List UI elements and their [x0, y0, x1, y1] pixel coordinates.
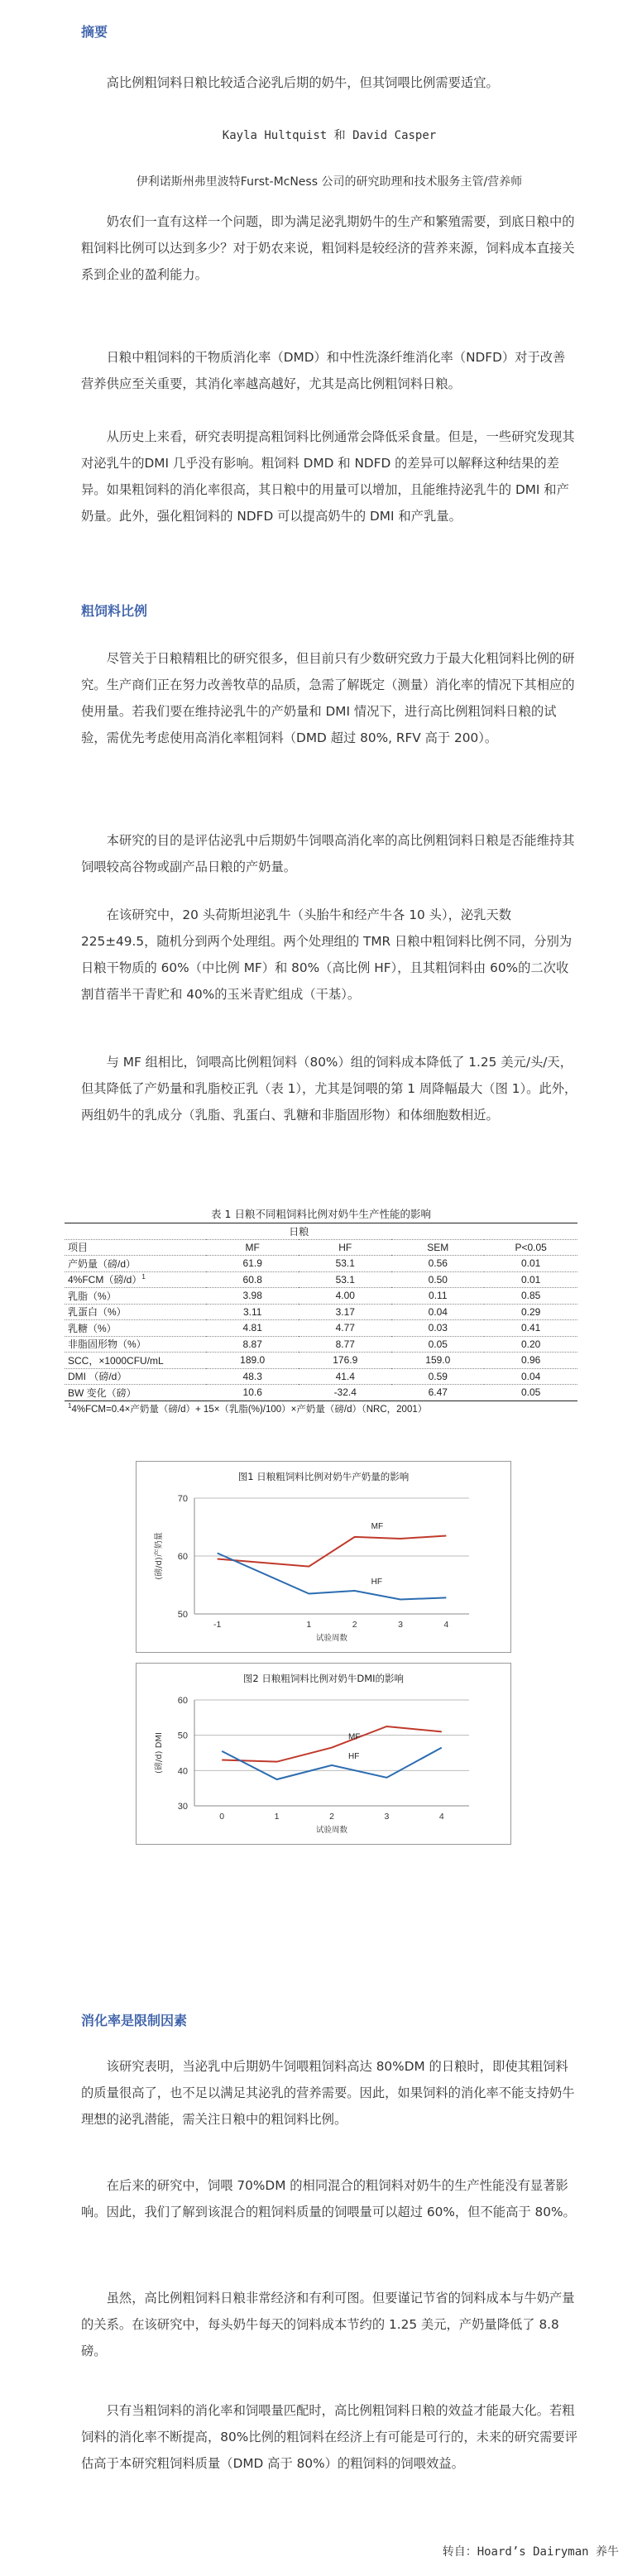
cell-sem: 0.11 [391, 1288, 484, 1305]
cell-hf: 8.77 [299, 1336, 391, 1353]
y-axis-label: (磅/d)产奶量 [155, 1532, 164, 1580]
group-header: 日粮 [206, 1223, 391, 1240]
column-header: SEM [391, 1239, 484, 1256]
table-row [65, 1385, 577, 1401]
cell-sem: 0.59 [391, 1368, 484, 1385]
y-tick-label: 50 [177, 1610, 188, 1620]
series-label: HF [348, 1751, 360, 1761]
figure-1-milk-yield [136, 1461, 511, 1653]
cell-sem: 0.03 [391, 1320, 484, 1337]
summary-paragraph-2: 日粮中粗饲料的干物质消化率（DMD）和中性洗涤纤维消化率（NDFD）对于改善营养供应至关重要，其消化率越高越好，尤其是高比例粗饲料日粮。 [81, 350, 566, 391]
column-header: HF [299, 1239, 391, 1256]
cell-mf: 189.0 [206, 1353, 299, 1369]
cell-mf: 61.9 [206, 1256, 299, 1272]
table-row [65, 1353, 577, 1369]
cell-sem: 0.04 [391, 1304, 484, 1320]
series-line-hf [218, 1554, 447, 1600]
series-label: HF [371, 1578, 383, 1587]
series-line-mf [222, 1726, 442, 1762]
cell-p: 0.85 [484, 1288, 577, 1305]
cell-hf: 53.1 [299, 1271, 391, 1288]
column-header: P<0.05 [484, 1239, 577, 1256]
y-tick-label: 60 [177, 1552, 188, 1562]
cell-mf: 3.11 [206, 1304, 299, 1320]
ratio-paragraph-2: 本研究的目的是评估泌乳中后期奶牛饲喂高消化率的高比例粗饲料日粮是否能维持其饲喂较高谷物或副产品日粮的产奶量。 [81, 833, 575, 874]
digest-paragraph-1: 该研究表明，当泌乳中后期奶牛饲喂粗饲料高达 80%DM 的日粮时，即使其粗饲料的质量很高了，也不足以满足其泌乳的营养需要。因此，如果饲料的消化率不能支持奶牛理想的泌乳潜能，需关注日粮中的粗饲料比例。 [81, 2059, 575, 2127]
cell-p: 0.29 [484, 1304, 577, 1320]
x-axis-label: 试验周数 [315, 1634, 348, 1643]
cell-p: 0.01 [484, 1256, 577, 1272]
row-label: 乳脂（%） [65, 1288, 206, 1305]
table-1 [65, 1206, 577, 1416]
x-tick-label: 1 [306, 1620, 312, 1630]
row-label: SCC，×1000CFU/mL [65, 1353, 206, 1369]
cell-mf: 3.98 [206, 1288, 299, 1305]
performance-table [65, 1223, 577, 1416]
x-tick-label: 3 [398, 1620, 403, 1630]
table-row [65, 1288, 577, 1305]
x-tick-label: 2 [329, 1812, 334, 1822]
table-note [65, 1401, 577, 1416]
series-line-mf [218, 1536, 447, 1567]
ratio-paragraph-1: 尽管关于日粮精粗比的研究很多，但目前只有少数研究致力于最大化粗饲料比例的研究。生产商们正在努力改善牧草的品质，急需了解既定（测量）消化率的情况下其相应的使用量。若我们要在维持泌乳牛的产奶量和 DMI 情况下，进行高比例粗饲料日粮的试验，需优先考虑使用高消化率粗饲料（DMD 超过 80%, RFV 高于 200）。 [81, 651, 575, 745]
cell-p: 0.96 [484, 1353, 577, 1369]
cell-sem: 159.0 [391, 1353, 484, 1369]
cell-hf: 41.4 [299, 1368, 391, 1385]
cell-hf: 4.00 [299, 1288, 391, 1305]
row-label: 乳糖（%） [65, 1320, 206, 1337]
cell-mf: 4.81 [206, 1320, 299, 1337]
x-tick-label: 4 [443, 1620, 449, 1630]
cell-p: 0.04 [484, 1368, 577, 1385]
digest-paragraph-3: 虽然，高比例粗饲料日粮非常经济和有利可图。但要谨记节省的饲料成本与牛奶产量的关系。在该研究中，每头奶牛每天的饲料成本节约的 1.25 美元，产奶量降低了 8.8 磅。 [81, 2291, 575, 2358]
lead-paragraph: 高比例粗饲料日粮比较适合泌乳后期的奶牛，但其饲喂比例需要适宜。 [106, 75, 499, 90]
series-label: MF [371, 1521, 384, 1531]
table-note-text: 4%FCM=0.4×产奶量（磅/d）+ 15×（乳脂(%)/100）×产奶量（磅/d）（NRC，2001） [71, 1404, 428, 1415]
table-caption: 表 1 日粮不同粗饲料比例对奶牛生产性能的影响 [211, 1208, 431, 1220]
cell-mf: 60.8 [206, 1271, 299, 1288]
cell-mf: 8.87 [206, 1336, 299, 1353]
cell-sem: 0.50 [391, 1271, 484, 1288]
y-tick-label: 50 [177, 1731, 188, 1741]
cell-hf: 176.9 [299, 1353, 391, 1369]
x-tick-label: -1 [213, 1620, 222, 1630]
cell-sem: 0.56 [391, 1256, 484, 1272]
dmi-chart [137, 1664, 510, 1844]
x-tick-label: 2 [352, 1620, 357, 1630]
footnote-marker: 1 [141, 1273, 146, 1281]
y-tick-label: 40 [177, 1766, 188, 1777]
cell-sem: 0.05 [391, 1336, 484, 1353]
x-tick-label: 0 [219, 1812, 225, 1822]
cell-p: 0.01 [484, 1271, 577, 1288]
row-label [65, 1271, 206, 1288]
digest-paragraph-2: 在后来的研究中，饲喂 70%DM 的相同混合的粗饲料对奶牛的生产性能没有显著影响。因此，我们了解到该混合的粗饲料质量的饲喂量可以超过 60%，但不能高于 80%。 [81, 2178, 576, 2219]
x-tick-label: 1 [274, 1812, 280, 1822]
summary-heading: 摘要 [81, 24, 108, 40]
table-group-header-row [65, 1223, 577, 1240]
cell-mf: 48.3 [206, 1368, 299, 1385]
cell-p: 0.05 [484, 1385, 577, 1401]
source-credit: 转自：Hoard’s Dairyman 养牛 [442, 2545, 619, 2559]
digest-heading: 消化率是限制因素 [81, 2013, 188, 2028]
affiliation-line: 伊利诺斯州弗里波特Furst-McNess 公司的研究助理和技术服务主管/营养师 [136, 175, 523, 189]
cell-sem: 6.47 [391, 1385, 484, 1401]
cell-hf: -32.4 [299, 1385, 391, 1401]
summary-paragraph-1: 奶农们一直有这样一个问题，即为满足泌乳期奶牛的生产和繁殖需要，到底日粮中的粗饲料比例可以达到多少？对于奶农来说，粗饲料是较经济的营养来源，饲料成本直接关系到企业的盈利能力。 [81, 214, 575, 282]
y-tick-label: 30 [177, 1802, 188, 1812]
table-note-row [65, 1401, 577, 1416]
cell-mf: 10.6 [206, 1385, 299, 1401]
summary-paragraph-3: 从历史上来看，研究表明提高粗饲料比例通常会降低采食量。但是，一些研究发现其对泌乳牛的DMI 几乎没有影响。粗饲料 DMD 和 NDFD 的差异可以解释这种结果的差异。如果粗饲料的消化率很高，其日粮中的用量可以增加，且能维持泌乳牛的 DMI 和产奶量。此外，强化粗饲料的 NDFD 可以提高奶牛的 DMI 和产乳量。 [81, 429, 575, 524]
cell-p: 0.41 [484, 1320, 577, 1337]
footnote-marker: 1 [68, 1401, 72, 1410]
ratio-paragraph-3: 在该研究中，20 头荷斯坦泌乳牛（头胎牛和经产牛各 10 头），泌乳天数 225±49.5，随机分到两个处理组。两个处理组的 TMR 日粮中粗饲料比例不同，分别为日粮干物质的 60%（中比例 MF）和 80%（高比例 HF），且其粗饲料由 60%的二次收割苜蓿半干青贮和 40%的玉米青贮组成（干基）。 [81, 907, 573, 1002]
y-tick-label: 70 [177, 1494, 188, 1504]
table-row [65, 1320, 577, 1337]
y-tick-label: 60 [177, 1696, 188, 1706]
ratio-heading: 粗饲料比例 [81, 603, 148, 619]
table-row [65, 1368, 577, 1385]
cell-hf: 4.77 [299, 1320, 391, 1337]
row-label: 非脂固形物（%） [65, 1336, 206, 1353]
table-header-row [65, 1239, 577, 1256]
table-row [65, 1256, 577, 1272]
table-row [65, 1304, 577, 1320]
row-label: 乳蛋白（%） [65, 1304, 206, 1320]
series-label: MF [348, 1732, 361, 1742]
chart-title: 图1 日粮粗饲料比例对奶牛产奶量的影响 [237, 1471, 410, 1482]
row-label: 产奶量（磅/d） [65, 1256, 206, 1272]
series-line-hf [222, 1748, 442, 1779]
y-axis-label: (磅/d) DMI [155, 1732, 164, 1774]
chart-title: 图2 日粮粗饲料比例对奶牛DMI的影响 [242, 1673, 405, 1684]
x-tick-label: 4 [438, 1812, 444, 1822]
milk-yield-chart [137, 1462, 510, 1652]
cell-p: 0.20 [484, 1336, 577, 1353]
digest-paragraph-4: 只有当粗饲料的消化率和饲喂量匹配时，高比例粗饲料日粮的效益才能最大化。若粗饲料的消化率不断提高，80%比例的粗饲料在经济上有可能是可行的，未来的研究需要评估高于本研究粗饲料质量（DMD 高于 80%）的粗饲料的饲喂效益。 [81, 2403, 577, 2471]
cell-hf: 3.17 [299, 1304, 391, 1320]
figure-2-dmi [136, 1663, 511, 1845]
row-label: BW 变化（磅） [65, 1385, 206, 1401]
table-row [65, 1271, 577, 1288]
column-header: MF [206, 1239, 299, 1256]
table-row [65, 1336, 577, 1353]
authors-line: Kayla Hultquist 和 David Casper [222, 129, 437, 142]
row-label: DMI （磅/d） [65, 1368, 206, 1385]
x-axis-label: 试验周数 [315, 1826, 348, 1835]
cell-hf: 53.1 [299, 1256, 391, 1272]
x-tick-label: 3 [384, 1812, 390, 1822]
ratio-paragraph-4: 与 MF 组相比，饲喂高比例粗饲料（80%）组的饲料成本降低了 1.25 美元/头/天，但其降低了产奶量和乳脂校正乳（表 1），尤其是饲喂的第 1 周降幅最大（图 1）。此外，两组奶牛的乳成分（乳脂、乳蛋白、乳糖和非脂固形物）和体细胞数相近。 [81, 1055, 577, 1123]
row-label-text: 4%FCM（磅/d） [68, 1274, 142, 1286]
column-header: 项目 [65, 1239, 206, 1256]
